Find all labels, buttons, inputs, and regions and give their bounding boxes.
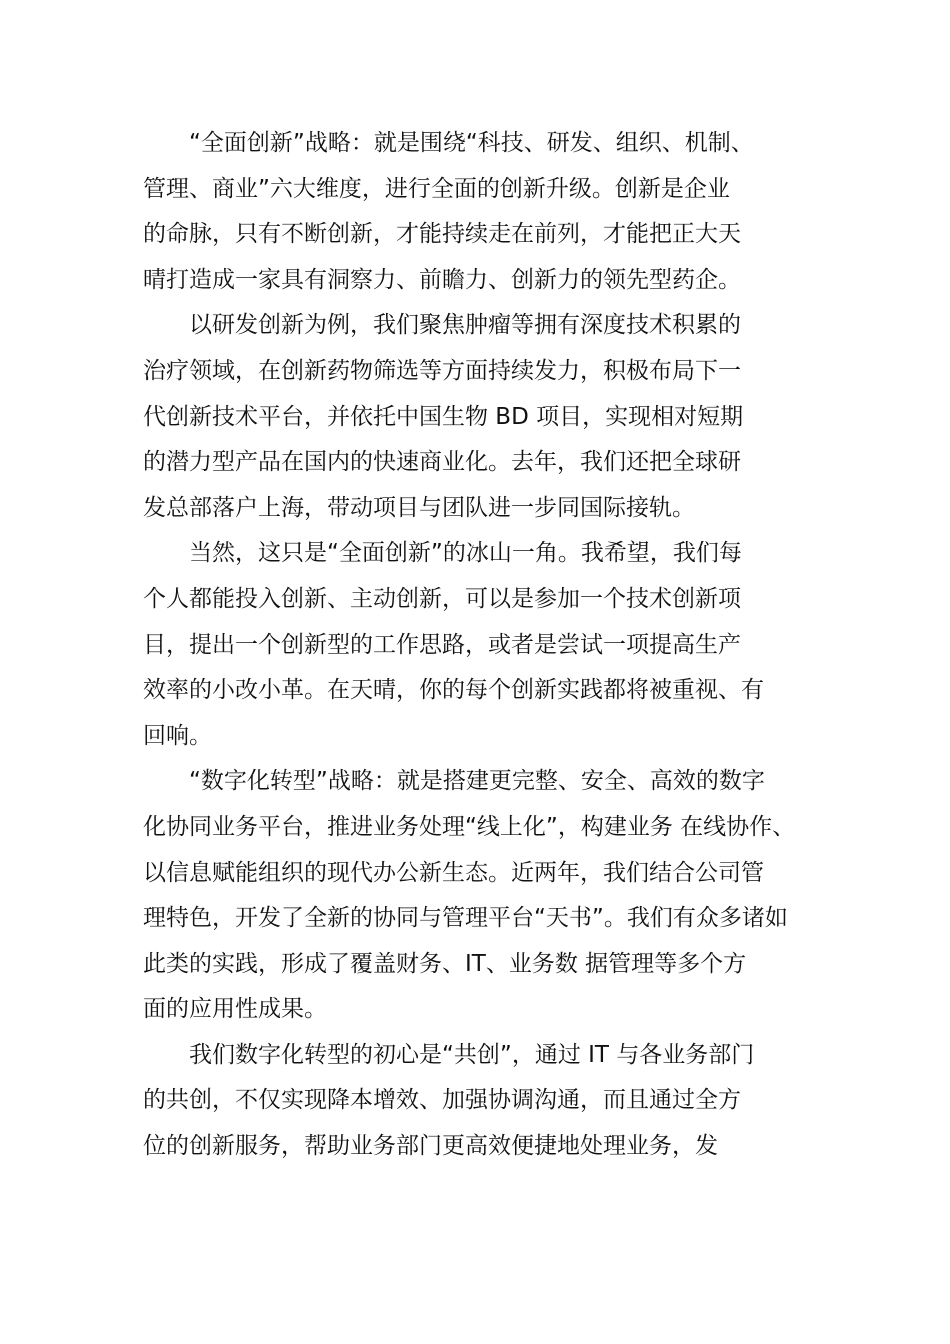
- text-line: “数字化转型”战略：就是搭建更完整、安全、高效的数字: [189, 768, 765, 795]
- text-line: 治疗领域，在创新药物筛选等方面持续发力，积极布局下一: [143, 357, 741, 384]
- text-line: 回响。: [143, 722, 212, 749]
- text-line: 晴打造成一家具有洞察力、前瞻力、创新力的领先型药企。: [143, 266, 741, 293]
- text-line: “全面创新”战略：就是围绕“科技、研发、组织、机制、: [189, 130, 754, 156]
- text-line: 以信息赋能组织的现代办公新生态。近两年，我们结合公司管: [143, 859, 764, 886]
- text-line: 的命脉，只有不断创新，才能持续走在前列，才能把正大天: [143, 221, 741, 248]
- text-line: 此类的实践，形成了覆盖财务、IT、业务数 据管理等多个方: [143, 950, 747, 977]
- text-line: 以研发创新为例，我们聚焦肿瘤等拥有深度技术积累的: [189, 312, 741, 339]
- text-line: 理特色，开发了全新的协同与管理平台“天书”。我们有众多诸如: [143, 905, 788, 932]
- text-line: 的共创，不仅实现降本增效、加强协调沟通，而且通过全方: [143, 1087, 741, 1114]
- text-line: 管理、商业”六大维度，进行全面的创新升级。创新是企业: [143, 175, 730, 202]
- document-body: [143, 121, 833, 1170]
- text-line: 代创新技术平台，并依托中国生物 BD 项目，实现相对短期: [143, 403, 744, 430]
- text-line: 化协同业务平台，推进业务处理“线上化”，构建业务 在线协作、: [143, 813, 796, 840]
- text-line: 效率的小改小革。在天晴，你的每个创新实践都将被重视、有: [143, 677, 764, 704]
- text-line: 的潜力型产品在国内的快速商业化。去年，我们还把全球研: [143, 449, 741, 476]
- text-line: 发总部落户上海，带动项目与团队进一步同国际接轨。: [143, 494, 695, 521]
- text-line: 面的应用性成果。: [143, 996, 327, 1023]
- text-line: 位的创新服务，帮助业务部门更高效便捷地处理业务，发: [143, 1133, 718, 1160]
- text-line: 当然，这只是“全面创新”的冰山一角。我希望，我们每: [189, 540, 742, 567]
- text-line: 目，提出一个创新型的工作思路，或者是尝试一项提高生产: [143, 631, 741, 658]
- text-line: 个人都能投入创新、主动创新，可以是参加一个技术创新项: [143, 585, 741, 612]
- text-line: 我们数字化转型的初心是“共创”，通过 IT 与各业务部门: [189, 1041, 755, 1068]
